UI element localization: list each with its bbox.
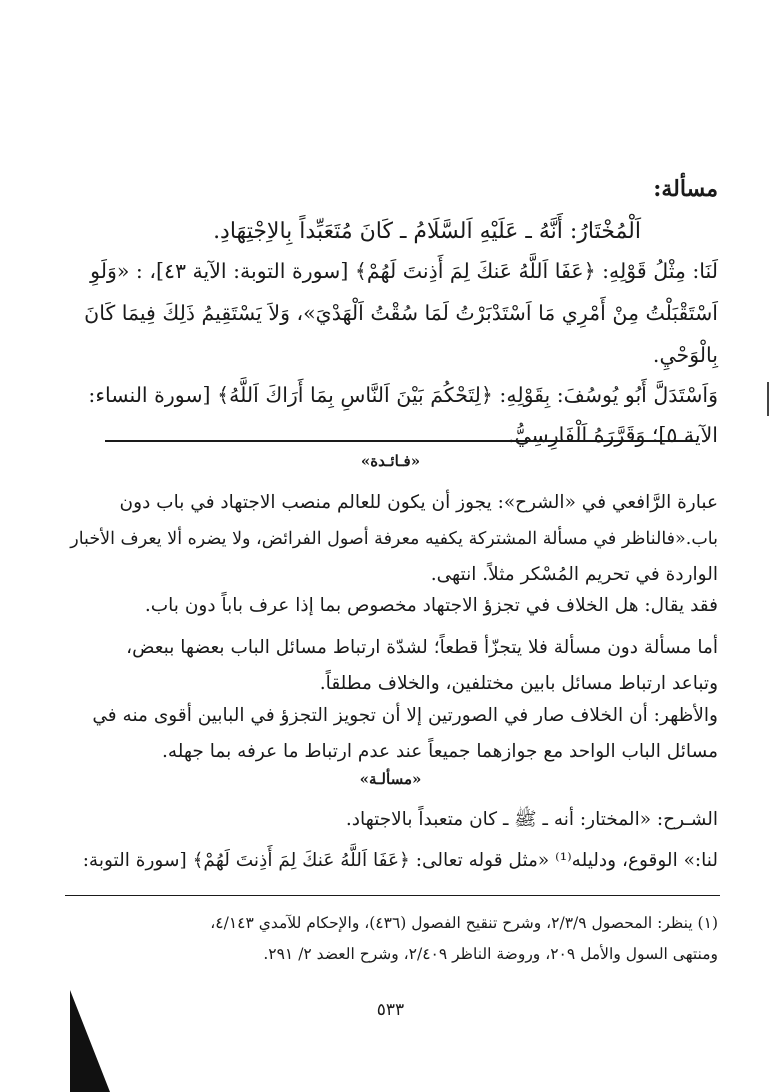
lana-line-1: لَنَا: مِثْلُ قَوْلِهِ: ﴿عَفَا اَللَّهُ عَنكَ لِمَ أَذِنتَ لَهُمْ﴾ [سورة التوبة: الآية ٤٣]، : «وَلَوِ bbox=[90, 259, 718, 283]
mukhtar-line: اَلْمُخْتَارُ: أَنَّهُ ـ عَلَيْهِ اَلسَّلَامُ ـ كَانَ مُتَعَبِّداً بِالاِجْتِهَادِ. bbox=[213, 219, 641, 244]
istadalla-line-2: الآية ٥]؛ وَقَرَّرَهُ اَلْفَارِسِيُّ. bbox=[507, 423, 718, 447]
lana-line-2: اَسْتَقْبَلْتُ مِنْ أَمْرِي مَا اَسْتَدْبَرْتُ لَمَا سُقْتُ اَلْهَدْيَ»، وَلاَ يَسْتَقِيمُ ذَلِكَ فِيمَا كَانَ bbox=[84, 301, 718, 325]
page-number: ٥٣٣ bbox=[376, 1000, 405, 1020]
section-separator bbox=[105, 440, 698, 442]
scan-edge-shadow bbox=[70, 990, 110, 1092]
masala-heading: مسألة: bbox=[653, 176, 718, 202]
lana-line-3: بِالْوَحْيِ. bbox=[652, 343, 718, 367]
istadalla-line-1: وَاَسْتَدَلَّ أَبُو يُوسُفَ: بِقَوْلِهِ: ﴿لِتَحْكُمَ بَيْنَ اَلنَّاسِ بِمَا أَرَاكَ اَللَّهُ﴾ [سورة النساء: bbox=[88, 383, 718, 407]
footnote-separator bbox=[65, 895, 720, 896]
faida-title: «فـائـدة» bbox=[360, 452, 421, 470]
commentary-paragraph-2: فقد يقال: هل الخلاف في تجزؤ الاجتهاد مخصوص بما إذا عرف باباً دون باب. bbox=[144, 595, 718, 616]
lana-paragraph bbox=[63, 250, 718, 376]
masala-title: «مسألـة» bbox=[359, 770, 422, 788]
istadalla-paragraph bbox=[63, 375, 718, 455]
commentary-paragraph-4: والأظهر: أن الخلاف صار في الصورتين إلا أن تجويز التجزؤ في البابين أقوى منه في مسائل الباب الواحد مع جوازهما جميعاً عند عدم ارتباط ما عرفه بما جهله. bbox=[92, 705, 718, 762]
commentary-paragraph-3: أما مسألة دون مسألة فلا يتجزّأ قطعاً؛ لشدّة ارتباط مسائل الباب بعضها ببعض، وتباعد ارتباط مسائل بابين مختلفين، والخلاف مطلقاً. bbox=[126, 637, 718, 694]
sharh-line: الشـرح: «المختار: أنه ـ ﷺ ـ كان متعبداً بالاجتهاد. bbox=[345, 809, 718, 830]
lana-commentary-line: لنا:» الوقوع، ودليله⁽¹⁾ «مثل قوله تعالى: ﴿عَفَا اَللَّهُ عَنكَ لِمَ أَذِنتَ لَهُمْ﴾ [سورة التوبة: bbox=[82, 850, 718, 871]
footnote-1-cont: ومنتهى السول والأمل ٢٠٩، وروضة الناظر ٢/٤٠٩، وشرح العضد ٢/ ٢٩١. bbox=[263, 945, 718, 963]
margin-mark bbox=[767, 382, 769, 416]
footnotes bbox=[63, 908, 718, 970]
footnote-1: (١) ينظر: المحصول ٢/٣/٩، وشرح تنقيح الفصول (٤٣٦)، والإحكام للآمدي ٤/١٤٣، bbox=[210, 914, 718, 932]
commentary-paragraph-1: عبارة الرَّافعي في «الشرح»: يجوز أن يكون للعالم منصب الاجتهاد في باب دون باب.«فالناظر في مسألة المشتركة يكفيه معرفة أصول الفرائض، ولا يضره ألا يعرف الأخبار الواردة في تحريم المُسْكر مثلاً. انتهى. bbox=[70, 492, 718, 585]
